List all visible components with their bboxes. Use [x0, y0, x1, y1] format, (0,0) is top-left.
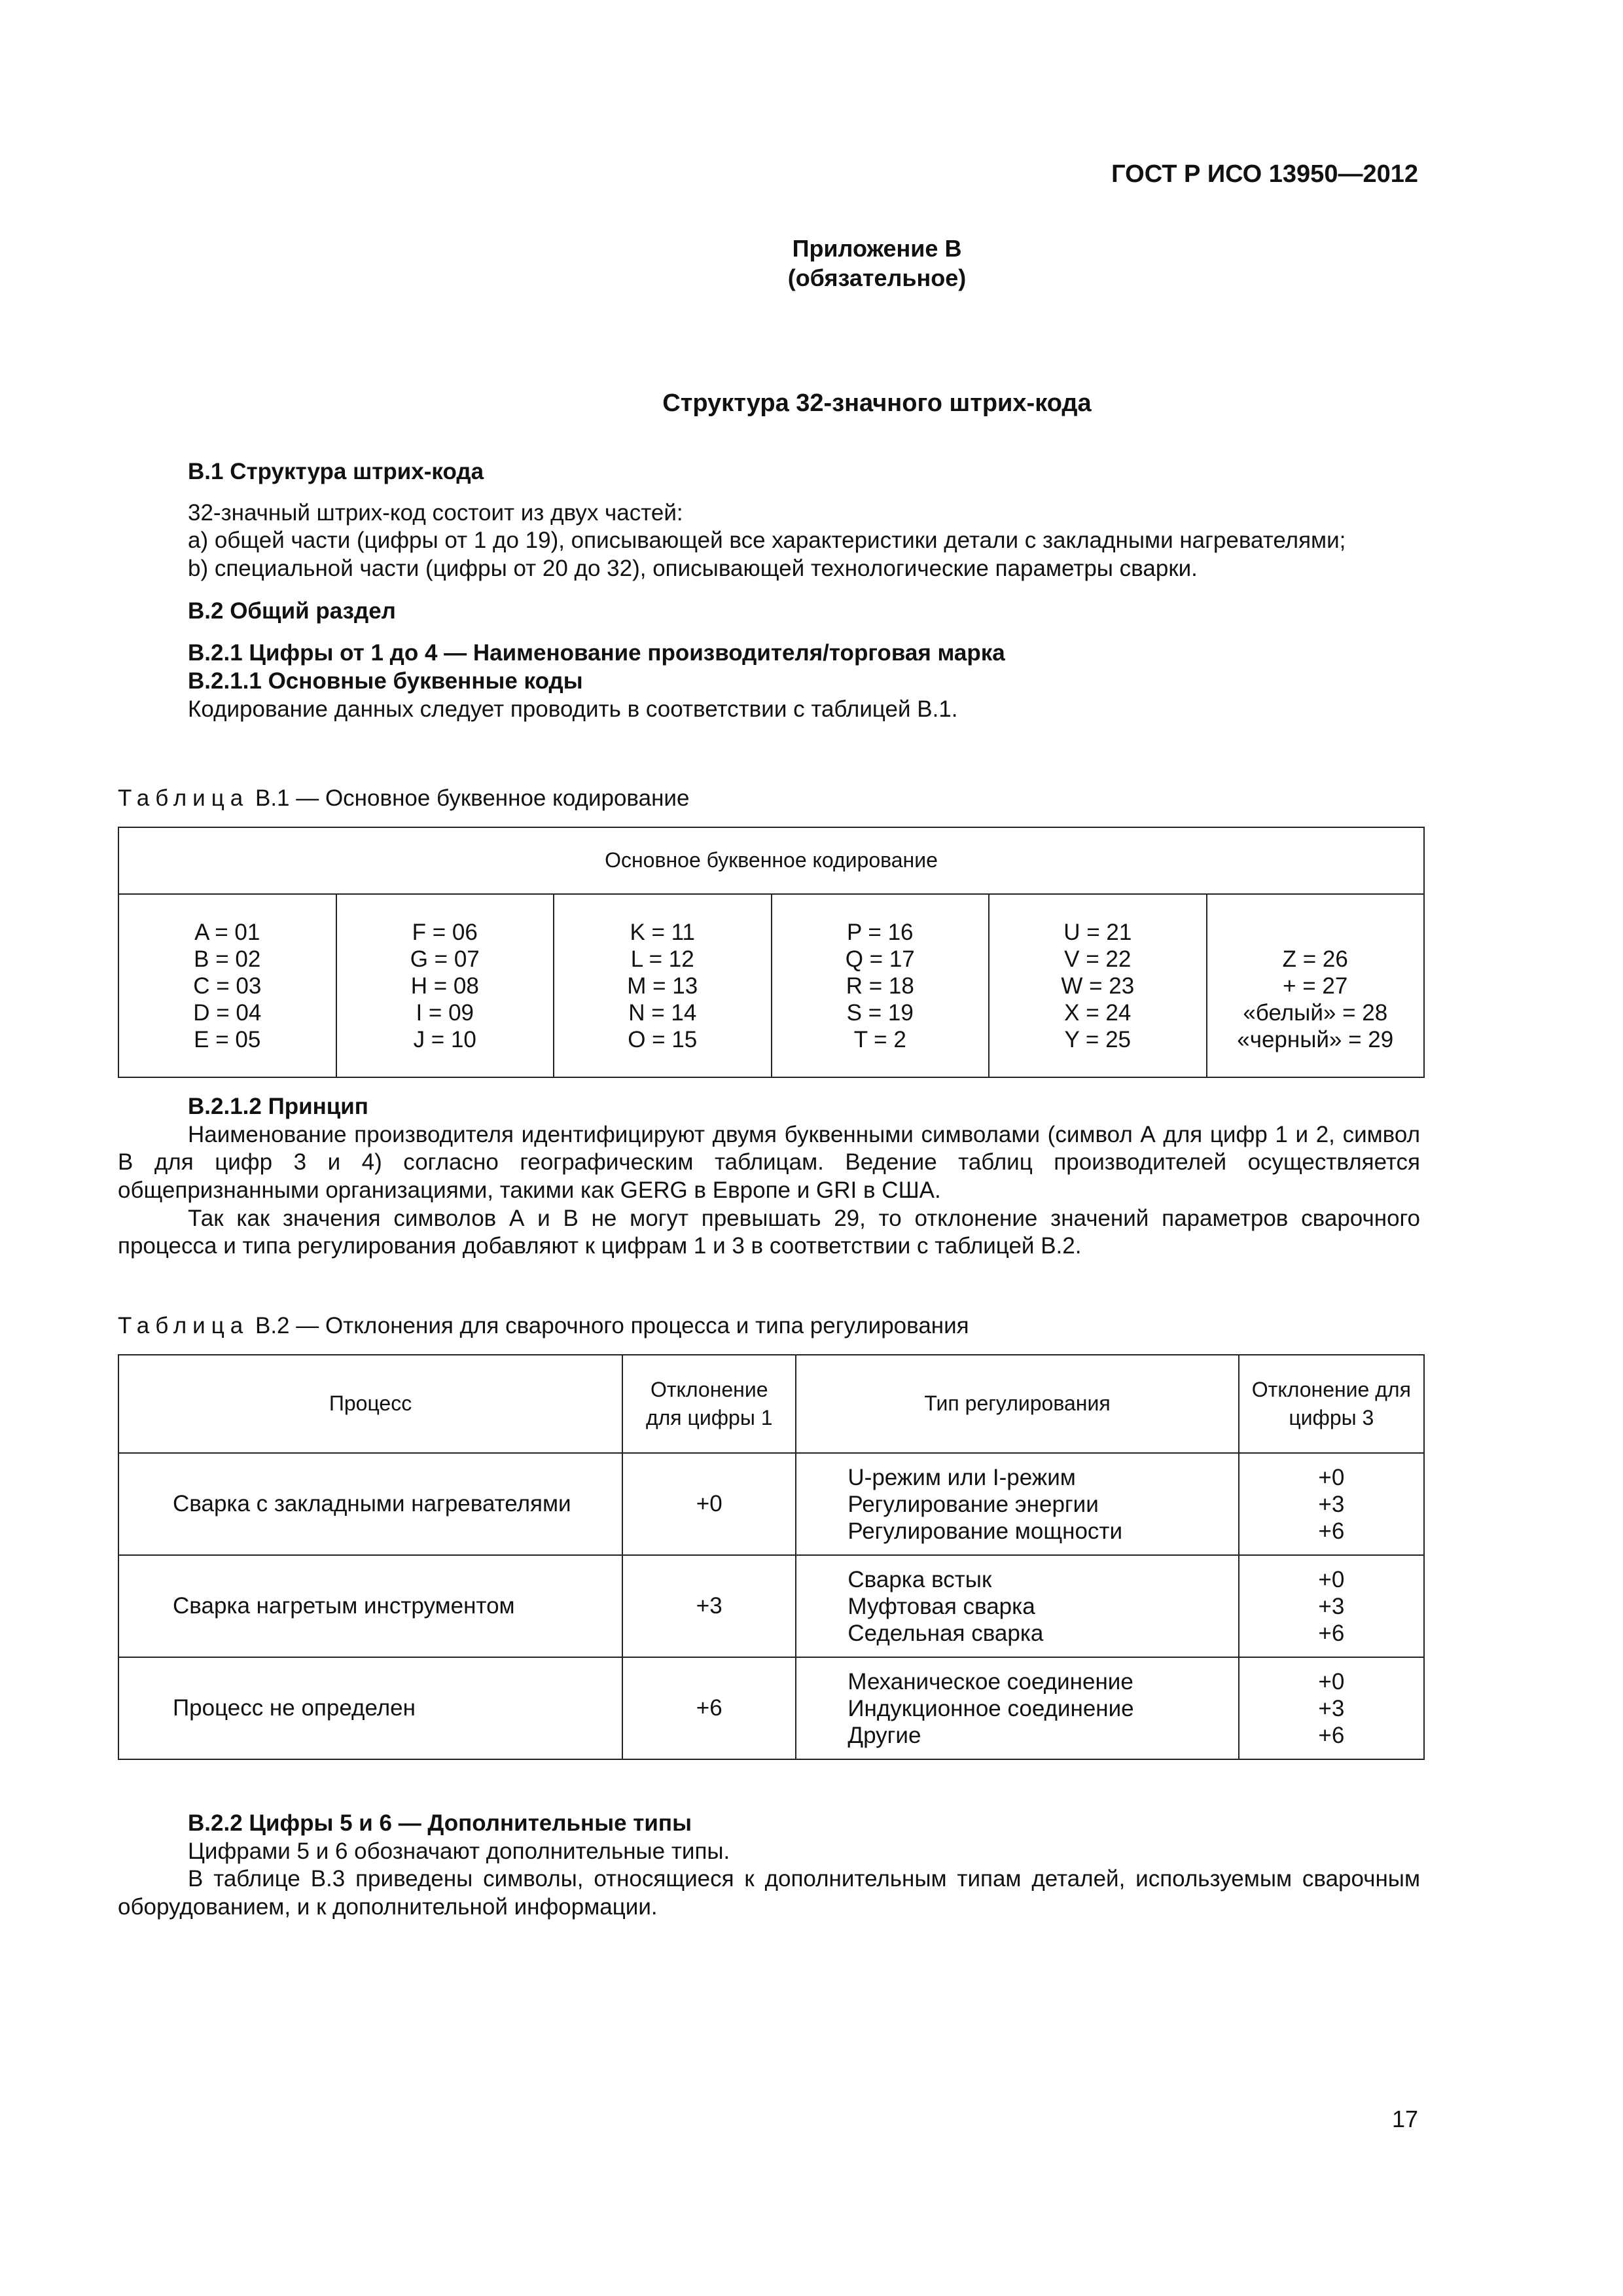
table1-column-4	[772, 894, 990, 1077]
page-number: 17	[1391, 2106, 1418, 2132]
table2-regulation-type: U-режим или I-режим	[847, 1464, 1076, 1490]
annex-title: Приложение В	[792, 235, 962, 262]
table1-header: Основное буквенное кодирование	[118, 827, 1424, 894]
table2-deviation-3-value: +6	[1318, 1518, 1345, 1544]
table1-code: Q = 17	[845, 946, 915, 972]
table2-regulation-type: Регулирование мощности	[847, 1518, 1122, 1544]
table1-code: U = 21	[1063, 919, 1132, 945]
table1-column-2	[336, 894, 554, 1077]
table2-process: Сварка нагретым инструментом	[118, 1555, 622, 1657]
table1-caption-word: Таблица	[118, 785, 249, 811]
table2-deviation-3-value: +0	[1318, 1668, 1345, 1695]
table1-column-1	[118, 894, 336, 1077]
table1-letter-codes	[118, 827, 1425, 1078]
section-b1-heading: В.1 Структура штрих-кода	[188, 459, 484, 484]
section-b1-item-b: b) специальной части (цифры от 20 до 32), описывающей технологические параметры сварки.	[188, 556, 1198, 582]
table2-deviation-3	[1239, 1555, 1424, 1657]
annex-heading	[0, 234, 1623, 293]
table2-regulation-types	[796, 1555, 1238, 1657]
table2-deviation-3-value: +6	[1318, 1722, 1345, 1748]
table2-regulation-type: Сварка встык	[847, 1566, 992, 1592]
table2-deviation-3	[1239, 1453, 1424, 1555]
table2-deviation-1: +6	[622, 1657, 796, 1759]
table2-header-deviation-1-line: Отклонение	[650, 1377, 768, 1401]
table1-code: G = 07	[410, 946, 480, 972]
section-b212-paragraph-1: Наименование производителя идентифицируют двумя буквенными символами (символ А для цифр 1 и 2, символ В для цифр 3 и 4) согласно географическим таблицам. Ведение таблиц производителей осуществляется общепризнанными организациями, такими как GERG в Европе и GRI в США.	[118, 1121, 1420, 1204]
table1-code: S = 19	[846, 999, 914, 1026]
table2-header-deviation-1	[622, 1355, 796, 1453]
table2-caption-word: Таблица	[118, 1313, 249, 1338]
table1-code: K = 11	[630, 919, 696, 945]
table2-header-deviation-1-line: для цифры 1	[645, 1406, 773, 1429]
table1-caption-text: В.1 — Основное буквенное кодирование	[255, 785, 690, 811]
table2-regulation-type: Индукционное соединение	[847, 1695, 1134, 1721]
table1-code: I = 09	[416, 999, 474, 1026]
table1-code: X = 24	[1064, 999, 1132, 1026]
table2-header-deviation-3-line: цифры 3	[1289, 1406, 1374, 1429]
section-b212-paragraph-2: Так как значения символов А и В не могут превышать 29, то отклонение значений параметров сварочного процесса и типа регулирования добавляют к цифрам 1 и 3 в соответствии с таблицей В.2.	[118, 1205, 1420, 1259]
table1-code: Y = 25	[1064, 1026, 1132, 1052]
table1-code: B = 02	[194, 946, 261, 972]
table1-code: Z = 26	[1282, 946, 1348, 972]
table2-regulation-type: Другие	[847, 1722, 921, 1748]
table2-deviation-3-value: +3	[1318, 1695, 1345, 1721]
table1-code: E = 05	[194, 1026, 261, 1052]
table1-column-5	[989, 894, 1207, 1077]
table2-deviation-1: +0	[622, 1453, 796, 1555]
table1-column-3	[554, 894, 772, 1077]
table2-header-deviation-3	[1239, 1355, 1424, 1453]
section-b212	[118, 1093, 1420, 1261]
table1-code: L = 12	[630, 946, 694, 972]
table2-deviation-3-value: +0	[1318, 1464, 1345, 1490]
table2-regulation-type: Муфтовая сварка	[847, 1593, 1035, 1619]
table1-code: «черный» = 29	[1237, 1027, 1394, 1052]
table1-code: C = 03	[193, 973, 262, 999]
table2-deviation-3-value: +3	[1318, 1593, 1345, 1619]
table1-code: «белый» = 28	[1243, 1000, 1388, 1026]
table-row	[118, 1453, 1424, 1555]
table2-caption-text: В.2 — Отклонения для сварочного процесса и типа регулирования	[255, 1313, 969, 1338]
table2-process: Процесс не определен	[118, 1657, 622, 1759]
section-b1	[118, 458, 1420, 724]
table2-regulation-types	[796, 1657, 1238, 1759]
section-b22-paragraph-1: Цифрами 5 и 6 обозначают дополнительные типы.	[188, 1838, 730, 1864]
section-b1-item-a: a) общей части (цифры от 1 до 19), описывающей все характеристики детали с закладными нагревателями;	[188, 528, 1346, 554]
table2-deviation-1: +3	[622, 1555, 796, 1657]
section-b21-heading: В.2.1 Цифры от 1 до 4 — Наименование производителя/торговая марка	[188, 640, 1005, 666]
table1-code: H = 08	[410, 973, 479, 999]
table2-process: Сварка с закладными нагревателями	[118, 1453, 622, 1555]
table1-column-6	[1207, 894, 1425, 1077]
table-row	[118, 1555, 1424, 1657]
table1-code: F = 06	[412, 919, 478, 945]
section-b1-intro: 32-значный штрих-код состоит из двух частей:	[188, 499, 683, 526]
table1-code: W = 23	[1061, 973, 1135, 999]
document-code: ГОСТ Р ИСО 13950—2012	[1111, 160, 1418, 188]
table1-code: T = 2	[853, 1026, 906, 1052]
table1-code: + = 27	[1283, 973, 1348, 999]
table1-code: P = 16	[846, 919, 914, 945]
table2-deviation-3-value: +0	[1318, 1566, 1345, 1592]
section-b22	[118, 1810, 1420, 1922]
table2-regulation-type: Седельная сварка	[847, 1620, 1044, 1646]
table-row	[118, 1657, 1424, 1759]
section-b2-heading: В.2 Общий раздел	[188, 598, 396, 624]
table2-deviation-3-value: +3	[1318, 1491, 1345, 1517]
section-b211-text: Кодирование данных следует проводить в соответствии с таблицей В.1.	[188, 696, 958, 722]
table1-code: D = 04	[193, 999, 262, 1026]
table1-code: R = 18	[846, 973, 914, 999]
table2-header-deviation-3-line: Отклонение для	[1251, 1377, 1411, 1401]
table1-caption	[118, 785, 689, 813]
table2-regulation-type: Механическое соединение	[847, 1668, 1133, 1695]
section-b211-heading: В.2.1.1 Основные буквенные коды	[188, 668, 583, 694]
table2-header-process: Процесс	[118, 1355, 622, 1453]
section-b212-heading: В.2.1.2 Принцип	[188, 1094, 368, 1119]
section-b22-heading: В.2.2 Цифры 5 и 6 — Дополнительные типы	[188, 1810, 692, 1836]
table1-code: M = 13	[627, 973, 698, 999]
table2-deviation-3-value: +6	[1318, 1620, 1345, 1646]
table2-header-regulation: Тип регулирования	[796, 1355, 1238, 1453]
annex-status: (обязательное)	[787, 264, 967, 291]
section-b22-paragraph-2: В таблице В.3 приведены символы, относящиеся к дополнительным типам деталей, используемым сварочным оборудованием, и к дополнительной информации.	[118, 1866, 1420, 1920]
table1-code: J = 10	[413, 1026, 476, 1052]
table2-deviation-3	[1239, 1657, 1424, 1759]
table2-regulation-type: Регулирование энергии	[847, 1491, 1099, 1517]
page-title: Структура 32-значного штрих-кода	[662, 389, 1092, 417]
table1-code: O = 15	[628, 1026, 698, 1052]
table1-code: V = 22	[1064, 946, 1132, 972]
table1-code: A = 01	[194, 919, 260, 945]
table2-deviations	[118, 1354, 1425, 1760]
table2-caption	[118, 1312, 969, 1340]
table2-regulation-types	[796, 1453, 1238, 1555]
table1-code: N = 14	[628, 999, 697, 1026]
